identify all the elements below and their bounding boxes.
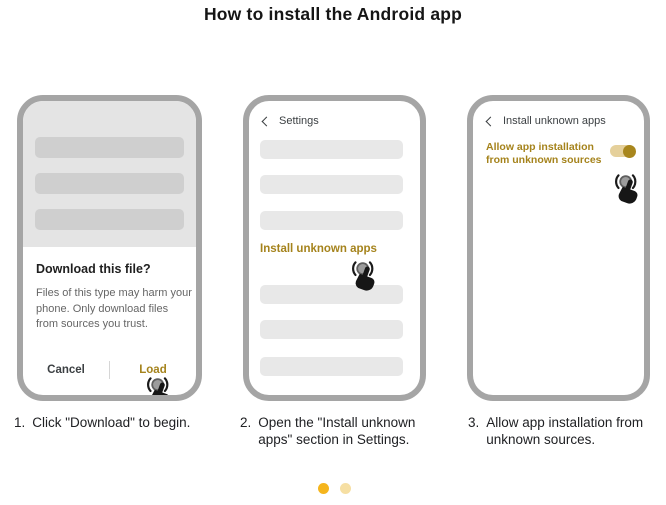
- step3-caption: [468, 414, 666, 448]
- dimmed-page-background: [23, 101, 196, 247]
- placeholder-bar: [35, 137, 184, 158]
- step-number: 1.: [14, 415, 26, 430]
- placeholder-bar: [260, 175, 403, 194]
- step-text: Click "Download" to begin.: [32, 415, 191, 430]
- toggle-knob: [623, 145, 636, 158]
- placeholder-bar: [260, 320, 403, 339]
- pagination-dot-inactive[interactable]: [340, 483, 351, 494]
- step-number: 3.: [468, 415, 480, 430]
- settings-header[interactable]: [263, 115, 319, 127]
- cancel-button[interactable]: Cancel: [47, 364, 85, 376]
- unknown-sources-toggle[interactable]: [610, 145, 635, 157]
- install-unknown-apps-header-label: Install unknown apps: [503, 115, 606, 127]
- placeholder-bar: [35, 209, 184, 230]
- page-title: How to install the Android app: [203, 4, 463, 24]
- phone-mockup-step3: [467, 95, 650, 401]
- chevron-left-icon: [262, 116, 272, 126]
- pagination-dot-active[interactable]: [318, 483, 329, 494]
- phone-mockup-step1: [17, 95, 202, 401]
- carousel-pagination: [318, 483, 351, 494]
- step-number: 2.: [240, 415, 252, 430]
- dialog-actions: [23, 361, 196, 379]
- placeholder-bar: [260, 285, 403, 304]
- placeholder-bar: [260, 357, 403, 376]
- phone-mockup-step2: [243, 95, 426, 401]
- load-button[interactable]: Load: [139, 364, 167, 376]
- tap-pointer-icon: [609, 171, 645, 207]
- download-dialog-body: Files of this type may harm your phone. Only download files from sources you trust.: [36, 287, 192, 330]
- step-text: Allow app installation from unknown sources.: [486, 415, 644, 447]
- install-unknown-apps-header[interactable]: [487, 115, 606, 127]
- allow-installation-label: Allow app installation from unknown sources: [486, 141, 602, 166]
- placeholder-bar: [260, 211, 403, 230]
- install-unknown-apps-link[interactable]: Install unknown apps: [260, 243, 377, 255]
- placeholder-bar: [35, 173, 184, 194]
- step2-caption: [240, 414, 430, 448]
- placeholder-bar: [260, 140, 403, 159]
- chevron-left-icon: [486, 116, 496, 126]
- download-dialog-title: Download this file?: [36, 262, 151, 276]
- step1-caption: [14, 414, 190, 431]
- step-text: Open the "Install unknown apps" section in Settings.: [258, 415, 416, 447]
- settings-header-label: Settings: [279, 115, 319, 127]
